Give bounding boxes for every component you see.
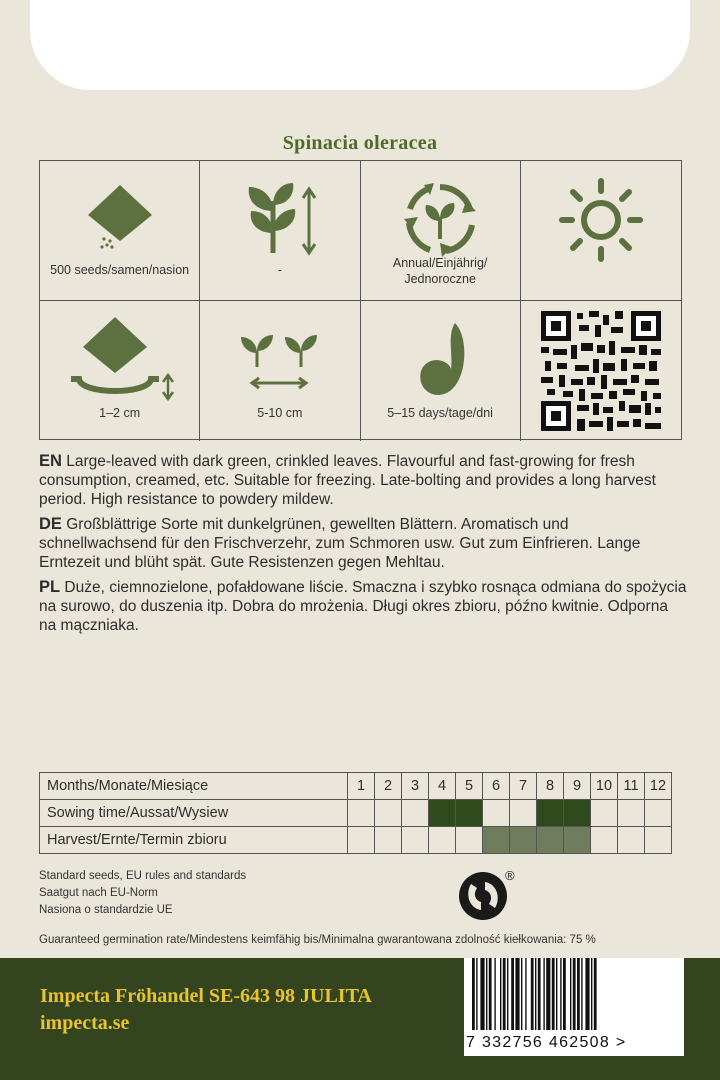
standard-line-2: Saatgut nach EU-Norm	[39, 887, 158, 899]
harvest-month-1	[348, 827, 375, 854]
barcode-bar	[573, 958, 576, 1030]
sowing-month-7	[510, 800, 537, 827]
sowing-label: Sowing time/Aussat/Wysiew	[40, 800, 348, 827]
barcode-bar	[570, 958, 571, 1030]
sowing-month-11	[618, 800, 645, 827]
barcode-bar	[581, 958, 582, 1030]
barcode-bar	[480, 958, 484, 1030]
harvest-month-12	[645, 827, 672, 854]
cell-qr	[521, 301, 681, 441]
cell-germination	[361, 301, 521, 441]
icon-grid	[39, 160, 682, 440]
harvest-row	[40, 827, 672, 854]
barcode-bar	[560, 958, 561, 1030]
barcode-bar	[556, 958, 557, 1030]
harvest-month-10	[591, 827, 618, 854]
barcode-bar	[552, 958, 555, 1030]
registered-mark: ®	[505, 868, 515, 883]
barcode-bar	[543, 958, 544, 1030]
sowing-month-10	[591, 800, 618, 827]
plant-spacing-icon	[235, 331, 325, 401]
company-website[interactable]: impecta.se	[40, 1012, 130, 1034]
sowing-depth-icon	[65, 311, 175, 401]
standard-line-3: Nasiona o standardzie UE	[39, 904, 173, 916]
growing-calendar	[39, 772, 672, 854]
description-pl-text: Duże, ciemnozielone, pofałdowane liście. Smaczna i szybko rosnąca odmiana do spożycia na surowo, do duszenia itp. Dobra do mrożenia. Długi okres zbioru, późno kwitnie. Odporna na mączniaka.	[39, 579, 687, 634]
months-row	[40, 773, 672, 800]
barcode-bar	[507, 958, 508, 1030]
description-en-text: Large-leaved with dark green, crinkled leaves. Flavourful and fast-growing for fresh consumption, creamed, etc. Suitable for freezing. Late-bolting and provides a long harvest period. High resistance to powdery mildew.	[39, 453, 656, 508]
sowing-month-6	[483, 800, 510, 827]
barcode-bar	[531, 958, 534, 1030]
cell-sun	[521, 161, 681, 301]
latin-name: Spinacia oleracea	[282, 132, 438, 154]
lang-code-pl: PL	[39, 578, 61, 596]
company-address: Impecta Fröhandel SE-643 98 JULITA	[40, 985, 372, 1007]
germination-icon	[405, 315, 475, 405]
barcode-bar	[521, 958, 522, 1030]
height-caption: -	[277, 263, 282, 277]
barcode-bar	[591, 958, 592, 1030]
barcode-bar	[476, 958, 477, 1030]
month-9: 9	[564, 773, 591, 800]
harvest-month-11	[618, 827, 645, 854]
sun-icon	[556, 175, 646, 265]
germination-guarantee: Guaranteed germination rate/Mindestens keimfähig bis/Minimalna gwarantowana zdolność kiełkowania: 75 %	[39, 934, 596, 946]
barcode-bar	[525, 958, 526, 1030]
sowing-month-3	[402, 800, 429, 827]
barcode-bar	[494, 958, 495, 1030]
barcode-bar	[538, 958, 541, 1030]
annual-cycle-icon	[400, 179, 480, 259]
description-de-text: Großblättrige Sorte mit dunkelgrünen, gewellten Blättern. Aromatisch und schnellwachsend für den Frischverzehr, zum Schmoren usw. Gut zum Einfrieren. Lange Erntezeit und blüht spät. Gute Resistenzen gegen Mehltau.	[39, 516, 641, 571]
month-8: 8	[537, 773, 564, 800]
months-label: Months/Monate/Miesiące	[40, 773, 348, 800]
harvest-label: Harvest/Ernte/Termin zbioru	[40, 827, 348, 854]
harvest-month-7	[510, 827, 537, 854]
harvest-month-5	[456, 827, 483, 854]
harvest-month-3	[402, 827, 429, 854]
germination-caption: 5–15 days/tage/dni	[387, 406, 493, 420]
description-pl	[39, 578, 689, 635]
barcode	[464, 958, 684, 1056]
harvest-month-8	[537, 827, 564, 854]
month-5: 5	[456, 773, 483, 800]
lang-code-en: EN	[39, 452, 62, 470]
month-7: 7	[510, 773, 537, 800]
cell-annual	[361, 161, 521, 301]
sowing-month-8	[537, 800, 564, 827]
qr-code-icon[interactable]	[541, 311, 661, 431]
barcode-bar	[511, 958, 514, 1030]
harvest-month-2	[375, 827, 402, 854]
month-3: 3	[402, 773, 429, 800]
barcode-bar	[472, 958, 475, 1030]
barcode-digits: 7 332756 462508 >	[466, 1034, 627, 1051]
description-en	[39, 452, 689, 509]
barcode-bars	[464, 958, 684, 1032]
barcode-bar	[577, 958, 580, 1030]
cell-depth	[40, 301, 200, 441]
sowing-month-4	[429, 800, 456, 827]
sowing-month-1	[348, 800, 375, 827]
seed-packet-icon	[80, 179, 160, 259]
seed-count-caption: 500 seeds/samen/nasion	[50, 263, 190, 277]
sowing-month-9	[564, 800, 591, 827]
barcode-bar	[585, 958, 589, 1030]
barcode-bar	[503, 958, 506, 1030]
barcode-bar	[489, 958, 492, 1030]
month-10: 10	[591, 773, 618, 800]
month-2: 2	[375, 773, 402, 800]
standard-line-1: Standard seeds, EU rules and standards	[39, 870, 247, 882]
depth-caption: 1–2 cm	[99, 406, 141, 420]
cell-spacing	[200, 301, 360, 441]
sowing-row	[40, 800, 672, 827]
month-11: 11	[618, 773, 645, 800]
month-12: 12	[645, 773, 672, 800]
barcode-bar	[546, 958, 550, 1030]
sowing-month-5	[456, 800, 483, 827]
cell-height	[200, 161, 360, 301]
barcode-bar	[500, 958, 501, 1030]
annual-caption-text: Annual/Einjährig/ Jednoroczne	[392, 256, 488, 286]
harvest-month-4	[429, 827, 456, 854]
lang-code-de: DE	[39, 515, 62, 533]
sowing-month-2	[375, 800, 402, 827]
sowing-month-12	[645, 800, 672, 827]
barcode-bar	[535, 958, 536, 1030]
month-1: 1	[348, 773, 375, 800]
annual-caption	[361, 255, 520, 287]
month-4: 4	[429, 773, 456, 800]
month-6: 6	[483, 773, 510, 800]
green-dot-recycling-icon	[457, 866, 521, 922]
barcode-bar	[563, 958, 566, 1030]
standards-text	[39, 868, 246, 919]
harvest-month-9	[564, 827, 591, 854]
barcode-bar	[515, 958, 519, 1030]
barcode-bar	[594, 958, 597, 1030]
packet-top-cutout	[30, 0, 690, 90]
plant-height-icon	[235, 181, 325, 261]
barcode-bar	[486, 958, 487, 1030]
spacing-caption: 5-10 cm	[257, 406, 303, 420]
description	[39, 452, 689, 641]
cell-seeds	[40, 161, 200, 301]
harvest-month-6	[483, 827, 510, 854]
description-de	[39, 515, 689, 572]
